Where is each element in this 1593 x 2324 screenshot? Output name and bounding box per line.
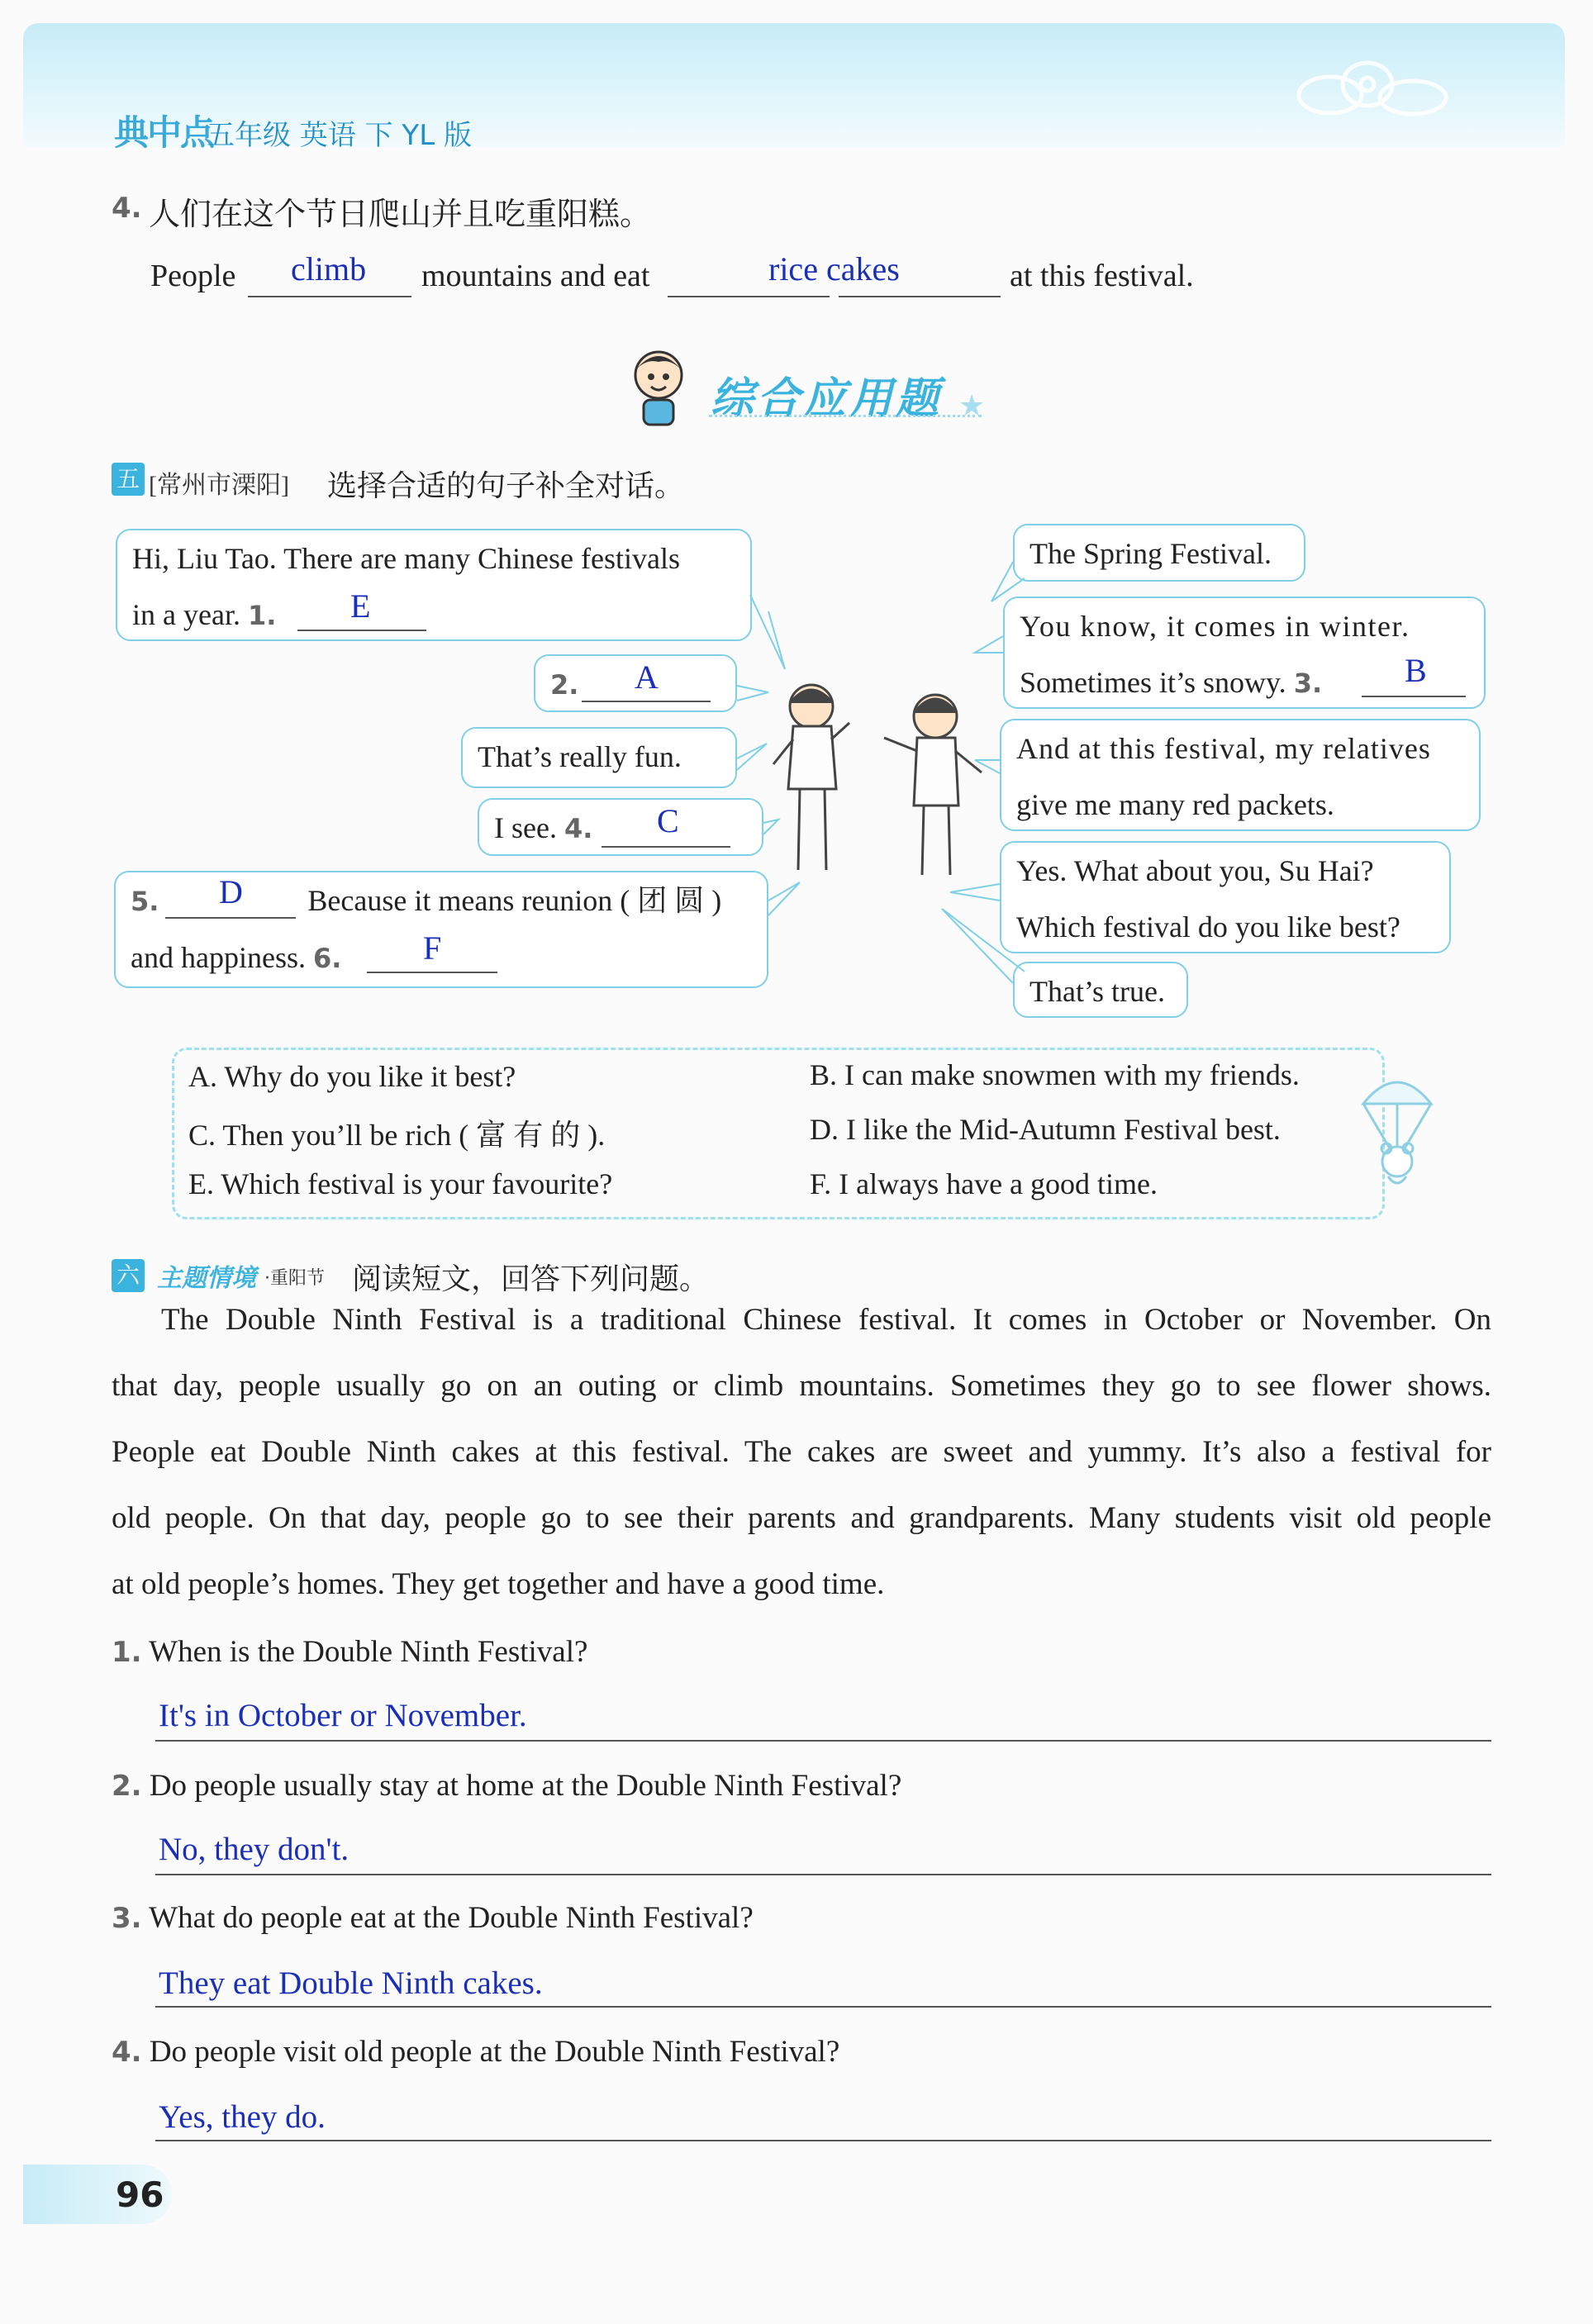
sentence-word: mountains and eat <box>421 259 650 293</box>
bubble-text: Which festival do you like best? <box>1016 910 1400 943</box>
parachute-bear-icon <box>1352 1066 1443 1198</box>
star-icon: ★ <box>958 389 986 422</box>
instruction: 选择合适的句子补全对话。 <box>327 469 685 503</box>
section-badge: 五 <box>112 463 145 496</box>
question: 3. What do people eat at the Double Ninth Festival? <box>112 1901 754 1935</box>
theme-sub: ·重阳节 <box>264 1268 325 1289</box>
bubble-text: I see. <box>494 811 557 844</box>
book-title: 五年级 英语 下 YL 版 <box>207 119 472 152</box>
question: 4. Do people visit old people at the Double Ninth Festival? <box>112 2035 840 2069</box>
bubble-tails <box>0 0 1593 1074</box>
option-d: D. I like the Mid-Autumn Festival best. <box>810 1113 1281 1146</box>
children-illustration-icon <box>760 673 1000 913</box>
answer-text: C <box>657 802 679 839</box>
answer-line <box>155 2006 1491 2008</box>
theme-label: 主题情境 <box>157 1264 256 1293</box>
question: 2. Do people usually stay at home at the Double Ninth Festival? <box>112 1769 902 1803</box>
bubble-text: give me many red packets. <box>1016 788 1334 821</box>
bubble-text: in a year. 1. <box>132 598 277 631</box>
source-label: [常州市溧阳] <box>149 472 289 499</box>
bubble-text: The Spring Festival. <box>1030 537 1272 570</box>
passage-line: The Double Ninth Festival is a traditional Chinese festival. It comes in October or November. On <box>161 1303 1491 1337</box>
answer-text: A <box>635 658 659 696</box>
answer-text: rice cakes <box>768 250 900 288</box>
sentence-word: at this festival. <box>1010 259 1194 293</box>
passage-line: that day, people usually go on an outing or climb mountains. Sometimes they go to see flower shows. <box>112 1369 1491 1403</box>
brand-logo: 典中点 <box>114 112 214 153</box>
option-b: B. I can make snowmen with my friends. <box>810 1058 1300 1091</box>
answer-text: E <box>350 587 371 625</box>
speech-bubble: 2. <box>534 654 737 712</box>
answer-line <box>155 1874 1491 1875</box>
bubble-text: That’s really fun. <box>478 740 682 773</box>
bubble-text: That’s true. <box>1030 975 1165 1008</box>
bubble-text: You know, it comes in winter. <box>1020 610 1410 643</box>
section-banner: 综合应用题 <box>711 374 943 424</box>
bubble-text: And at this festival, my relatives <box>1016 732 1431 765</box>
answer-text: No, they don't. <box>159 1832 350 1867</box>
bubble-text: Sometimes it’s snowy. 3. <box>1020 666 1323 699</box>
passage-line: at old people’s homes. They get together and have a good time. <box>112 1567 885 1601</box>
bubble-text: 5. Because it means reunion ( 团 圆 ) <box>131 884 722 917</box>
answer-text: They eat Double Ninth cakes. <box>159 1965 543 2001</box>
option-e: E. Which festival is your favourite? <box>188 1167 613 1200</box>
answer-text: B <box>1405 652 1427 689</box>
instruction: 阅读短文，回答下列问题。 <box>352 1262 710 1296</box>
bubble-text: Hi, Liu Tao. There are many Chinese festivals <box>132 542 680 575</box>
option-a: A. Why do you like it best? <box>188 1060 516 1093</box>
chinese-sentence: 人们在这个节日爬山并且吃重阳糕。 <box>149 197 652 232</box>
passage-line: old people. On that day, people go to see their parents and grandparents. Many students visit old people <box>112 1501 1491 1535</box>
answer-text: D <box>219 873 243 910</box>
speech-bubble: I see. 4. <box>478 798 763 856</box>
answer-text: It's in October or November. <box>159 1698 527 1733</box>
answer-text: climb <box>291 250 367 288</box>
option-f: F. I always have a good time. <box>810 1167 1158 1200</box>
question: 1. When is the Double Ninth Festival? <box>112 1635 588 1669</box>
answer-text: F <box>423 929 442 967</box>
item-number: 4. <box>112 192 142 225</box>
answer-line <box>155 2140 1491 2141</box>
section-badge: 六 <box>112 1259 145 1292</box>
bubble-text: and happiness. 6. <box>131 941 342 974</box>
passage-line: People eat Double Ninth cakes at this festival. The cakes are sweet and yummy. It’s also a festival for <box>112 1435 1491 1469</box>
answer-line <box>155 1740 1491 1742</box>
answer-text: Yes, they do. <box>159 2099 326 2135</box>
page-number: 96 <box>116 2174 164 2215</box>
bubble-text: Yes. What about you, Su Hai? <box>1016 854 1374 887</box>
option-c: C. Then you’ll be rich ( 富 有 的 ). <box>188 1119 606 1152</box>
sentence-word: People <box>150 259 236 293</box>
